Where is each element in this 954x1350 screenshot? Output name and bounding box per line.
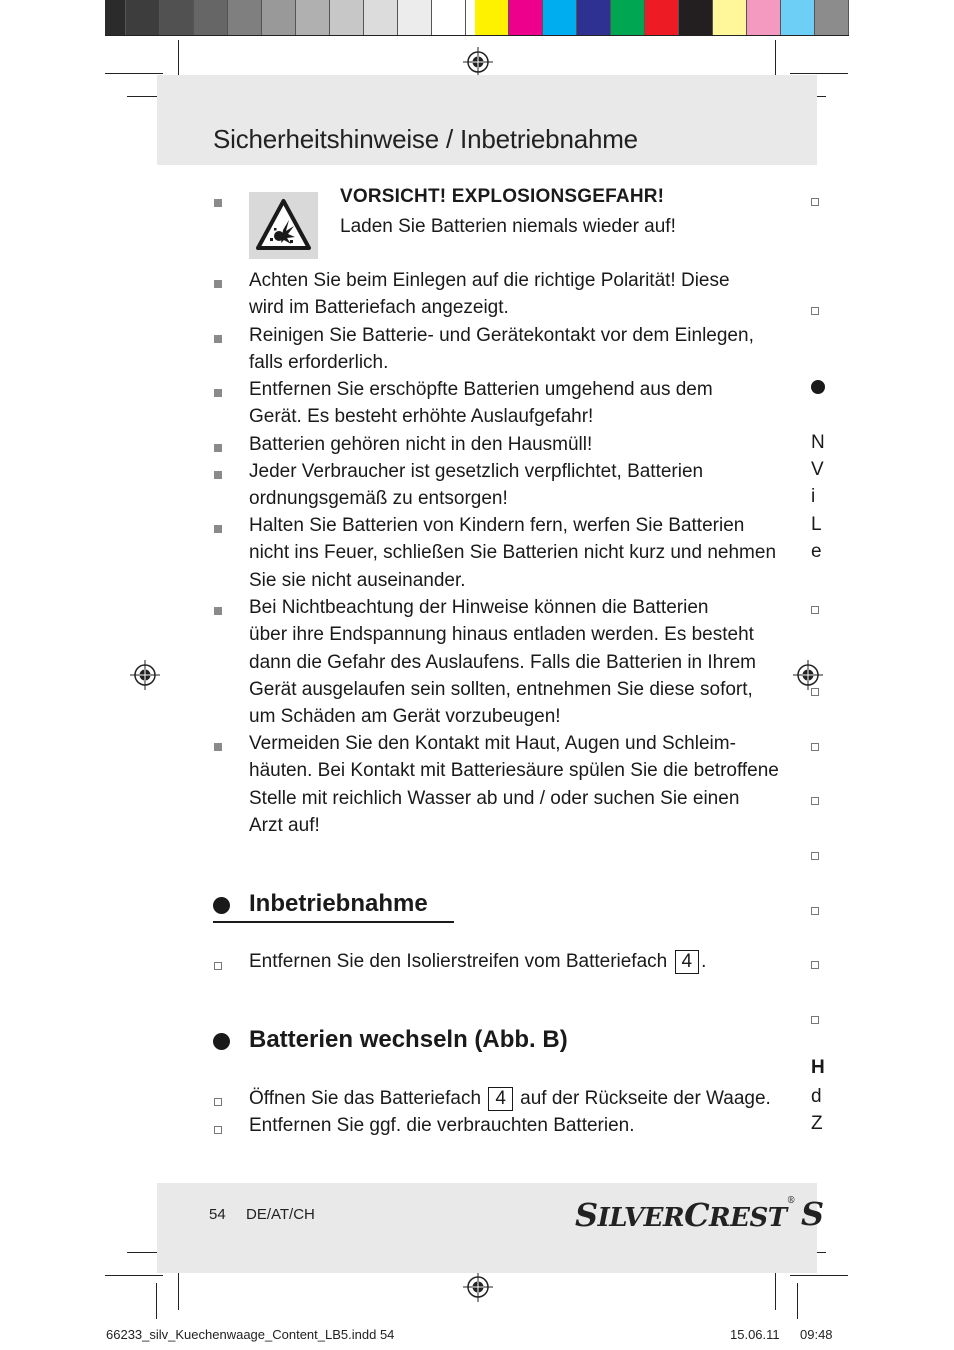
color-swatch [475,0,509,35]
bullet-square [214,199,222,207]
bullet-text-line: Gerät. Es besteht erhöhte Auslaufgefahr! [249,406,594,428]
color-swatch [364,0,398,35]
color-swatch [781,0,815,35]
warning-text: Laden Sie Batterien niemals wieder auf! [340,216,676,237]
explosion-warning-icon [249,192,318,259]
fragment-text: e [811,541,822,562]
bullet-square [214,389,222,397]
step-text: Entfernen Sie den Isolierstreifen vom Batteriefach 4 . [249,951,707,972]
page-title: Sicherheitshinweise / Inbetriebnahme [213,124,638,154]
bullet-text-line: Reinigen Sie Batterie- und Gerätekontakt vor dem Einlegen, [249,325,754,346]
crop-mark [105,1275,163,1276]
bullet-square [214,444,222,452]
color-swatch [105,0,126,35]
bullet-text-line: Stelle mit reichlich Wasser ab und / oder suchen Sie einen [249,787,740,809]
color-swatch [160,0,194,35]
reference-number-box: 4 [488,1087,513,1111]
step-checkbox [811,1016,819,1024]
color-swatch [398,0,432,35]
fragment-text: Z [811,1113,823,1134]
crop-mark [790,1275,848,1276]
color-swatch [645,0,679,35]
step-checkbox [811,606,819,614]
bullet-square [214,280,222,288]
section-bullet [811,380,825,394]
registration-mark-icon [463,47,493,77]
color-swatch [330,0,364,35]
step-checkbox [811,797,819,805]
bullet-text-line: falls erforderlich. [249,352,389,374]
color-swatch [432,0,466,35]
color-calibration-bar [105,0,849,36]
color-swatch [815,0,849,35]
color-swatch [509,0,543,35]
step-checkbox [811,961,819,969]
bullet-text-line: nicht ins Feuer, schließen Sie Batterien nicht kurz und nehmen [249,542,777,564]
bullet-text-line: ordnungsgemäß zu entsorgen! [249,488,508,510]
bullet-text-line: Entfernen Sie erschöpfte Batterien umgehend aus dem [249,379,713,400]
section-bullet [213,897,230,914]
bullet-square [214,743,222,751]
step-text: Öffnen Sie das Batteriefach 4 auf der Rückseite der Waage. [249,1088,771,1109]
bullet-text-line: Vermeiden Sie den Kontakt mit Haut, Augen und Schleim- [249,733,736,754]
step-checkbox [811,852,819,860]
slug-time: 09:48 [800,1327,833,1342]
color-swatch [713,0,747,35]
step-checkbox [811,743,819,751]
slug-date: 15.06.11 [730,1327,780,1342]
crop-mark [178,1270,179,1310]
fragment-text: i [811,486,816,507]
adjacent-page-fragment [811,160,825,1160]
step-checkbox [214,1098,222,1106]
step-checkbox [811,307,819,315]
bullet-square [214,471,222,479]
bullet-square [214,525,222,533]
fragment-text: L [811,514,822,535]
page-number: 54 [209,1206,226,1223]
crop-mark [797,1283,798,1319]
crop-mark [178,40,179,80]
bullet-text-line: dann die Gefahr des Auslaufens. Falls die Batterien in Ihrem [249,651,756,673]
registration-mark-icon [463,1272,493,1302]
color-swatch [126,0,160,35]
step-text: Entfernen Sie ggf. die verbrauchten Batterien. [249,1115,635,1136]
bullet-text-line: Halten Sie Batterien von Kindern fern, werfen Sie Batterien [249,515,745,536]
section-underline [213,921,454,923]
bullet-text-line: Arzt auf! [249,814,320,836]
crop-mark [105,73,163,74]
bullet-text-line: wird im Batteriefach angezeigt. [249,297,509,319]
color-swatch [262,0,296,35]
bullet-square [214,335,222,343]
color-bar-gap [466,0,475,35]
bullet-text-line: Sie sie nicht auseinander. [249,569,466,591]
bullet-text-line: um Schäden am Gerät vorzubeugen! [249,706,561,728]
crop-mark [790,73,848,74]
bullet-text-line: Jeder Verbraucher ist gesetzlich verpflichtet, Batterien [249,461,704,482]
step-checkbox [811,198,819,206]
color-swatch [611,0,645,35]
step-checkbox [811,688,819,696]
color-swatch [228,0,262,35]
language-code: DE/AT/CH [246,1206,315,1223]
registration-mark-icon [130,660,160,690]
warning-title: VORSICHT! EXPLOSIONSGEFAHR! [340,186,665,207]
fragment-text: H [811,1057,825,1078]
bullet-square [214,607,222,615]
bullet-text-line: Bei Nichtbeachtung der Hinweise können die Batterien [249,597,709,618]
step-checkbox [811,907,819,915]
step-checkbox [214,1126,222,1134]
color-swatch [543,0,577,35]
crop-mark [775,40,776,80]
color-swatch [577,0,611,35]
section-title-batterien-wechseln: Batterien wechseln (Abb. B) [249,1026,568,1053]
color-swatch [747,0,781,35]
crop-mark [775,1270,776,1310]
fragment-text: N [811,432,825,453]
slug-file-info: 66233_silv_Kuechenwaage_Content_LB5.indd 54 [106,1327,395,1342]
bullet-text-line: Gerät ausgelaufen sein sollten, entnehmen Sie diese sofort, [249,678,753,700]
logo-fragment: S [801,1195,825,1233]
fragment-text: V [811,459,824,480]
bullet-text-line: häuten. Bei Kontakt mit Batteriesäure spülen Sie die betroffene [249,760,779,782]
silvercrest-logo: SILVERCREST® [575,1196,796,1234]
step-checkbox [214,962,222,970]
bullet-text-line: Achten Sie beim Einlegen auf die richtige Polarität! Diese [249,270,730,291]
fragment-text: d [811,1086,822,1107]
section-bullet [213,1033,230,1050]
color-swatch [194,0,228,35]
color-swatch [296,0,330,35]
bullet-text-line: Batterien gehören nicht in den Hausmüll! [249,434,593,455]
crop-mark [156,1283,157,1319]
bullet-text-line: über ihre Endspannung hinaus entladen werden. Es besteht [249,624,754,646]
color-swatch [679,0,713,35]
section-title-inbetriebnahme: Inbetriebnahme [249,890,428,917]
reference-number-box: 4 [675,950,700,974]
